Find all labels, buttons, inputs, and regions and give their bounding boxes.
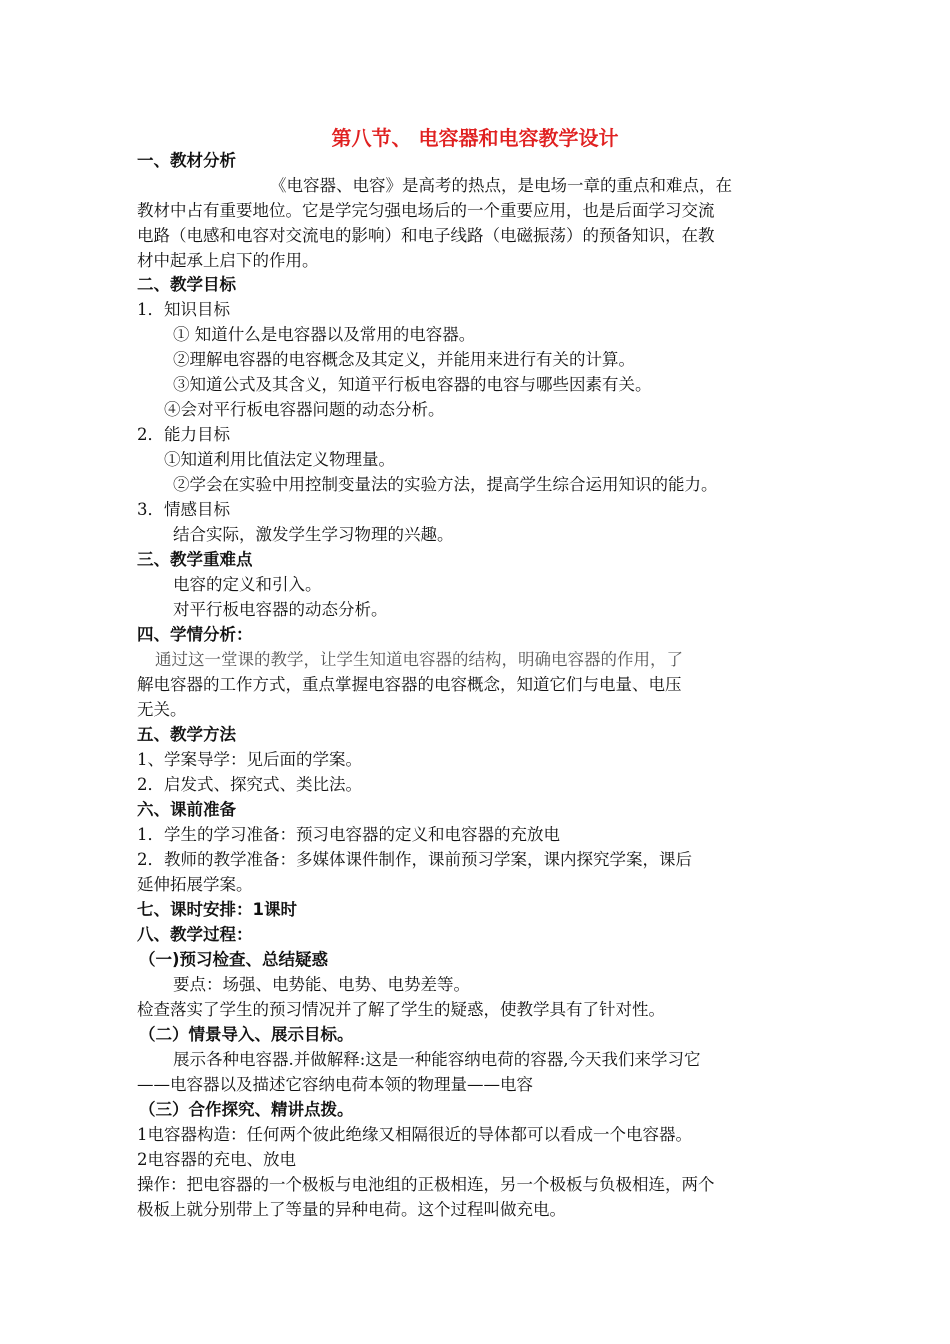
subheading-ability-goals: 2．能力目标: [137, 425, 230, 444]
paragraph-line: 延伸拓展学案。: [137, 875, 253, 894]
section-heading-teaching-process: 八、教学过程：: [137, 925, 253, 944]
paragraph-line: 教材中占有重要地位。它是学完匀强电场后的一个重要应用，也是后面学习交流: [137, 201, 715, 220]
subsection-heading-preview-check: （一)预习检查、总结疑惑: [139, 950, 329, 969]
section-heading-teaching-goals: 二、教学目标: [137, 275, 236, 294]
paragraph-line: 通过这一堂课的教学，让学生知道电容器的结构，明确电容器的作用，了: [155, 650, 683, 669]
section-heading-teaching-methods: 五、教学方法: [137, 725, 236, 744]
list-item: ②学会在实验中用控制变量法的实验方法，提高学生综合运用知识的能力。: [173, 475, 718, 494]
paragraph-line: 《电容器、电容》是高考的热点，是电场一章的重点和难点，在: [270, 176, 732, 195]
section-heading-learner-analysis: 四、学情分析：: [137, 625, 253, 644]
paragraph-line: 极板上就分别带上了等量的异种电荷。这个过程叫做充电。: [137, 1200, 566, 1219]
paragraph-line: 要点：场强、电势能、电势、电势差等。: [173, 975, 470, 994]
subheading-knowledge-goals: 1．知识目标: [137, 300, 230, 319]
list-item: ①知道利用比值法定义物理量。: [164, 450, 395, 469]
paragraph-line: ——电容器以及描述它容纳电荷本领的物理量——电容: [137, 1075, 533, 1094]
list-item: 1．学生的学习准备：预习电容器的定义和电容器的充放电: [137, 825, 560, 844]
subheading-emotion-goals: 3．情感目标: [137, 500, 230, 519]
list-item: 对平行板电容器的动态分析。: [173, 600, 388, 619]
paragraph-line: 无关。: [137, 700, 187, 719]
document-title: 第八节、 电容器和电容教学设计: [331, 126, 619, 150]
subsection-heading-scene-intro: （二）情景导入、展示目标。: [139, 1025, 354, 1044]
paragraph-line: 1电容器构造：任何两个彼此绝缘又相隔很近的导体都可以看成一个电容器。: [137, 1125, 692, 1144]
paragraph-line: 材中起承上启下的作用。: [137, 251, 319, 270]
section-heading-preparation: 六、课前准备: [137, 800, 236, 819]
paragraph-line: 解电容器的工作方式，重点掌握电容器的电容概念，知道它们与电量、电压: [137, 675, 682, 694]
paragraph-line: 2电容器的充电、放电: [137, 1150, 296, 1169]
paragraph-line: 展示各种电容器.并做解释:这是一种能容纳电荷的容器,今天我们来学习它: [173, 1050, 701, 1069]
list-item: 电容的定义和引入。: [173, 575, 322, 594]
subsection-heading-cooperative-inquiry: （三）合作探究、精讲点拨。: [139, 1100, 354, 1119]
list-item: ③知道公式及其含义，知道平行板电容器的电容与哪些因素有关。: [173, 375, 652, 394]
paragraph-line: 检查落实了学生的预习情况并了解了学生的疑惑，使教学具有了针对性。: [137, 1000, 665, 1019]
list-item: ②理解电容器的电容概念及其定义，并能用来进行有关的计算。: [173, 350, 635, 369]
list-item: ① 知道什么是电容器以及常用的电容器。: [173, 325, 476, 344]
list-item: ④会对平行板电容器问题的动态分析。: [164, 400, 445, 419]
section-heading-schedule: 七、课时安排：1课时: [137, 900, 297, 919]
list-item: 2．启发式、探究式、类比法。: [137, 775, 362, 794]
list-item: 1、学案导学：见后面的学案。: [137, 750, 362, 769]
section-heading-textbook-analysis: 一、教材分析: [137, 151, 236, 170]
paragraph-line: 操作：把电容器的一个极板与电池组的正极相连，另一个极板与负极相连，两个: [137, 1175, 715, 1194]
paragraph-line: 电路（电感和电容对交流电的影响）和电子线路（电磁振荡）的预备知识，在教: [137, 226, 715, 245]
list-item: 2．教师的教学准备：多媒体课件制作，课前预习学案，课内探究学案，课后: [137, 850, 692, 869]
section-heading-key-difficulties: 三、教学重难点: [137, 550, 253, 569]
list-item: 结合实际，激发学生学习物理的兴趣。: [173, 525, 454, 544]
